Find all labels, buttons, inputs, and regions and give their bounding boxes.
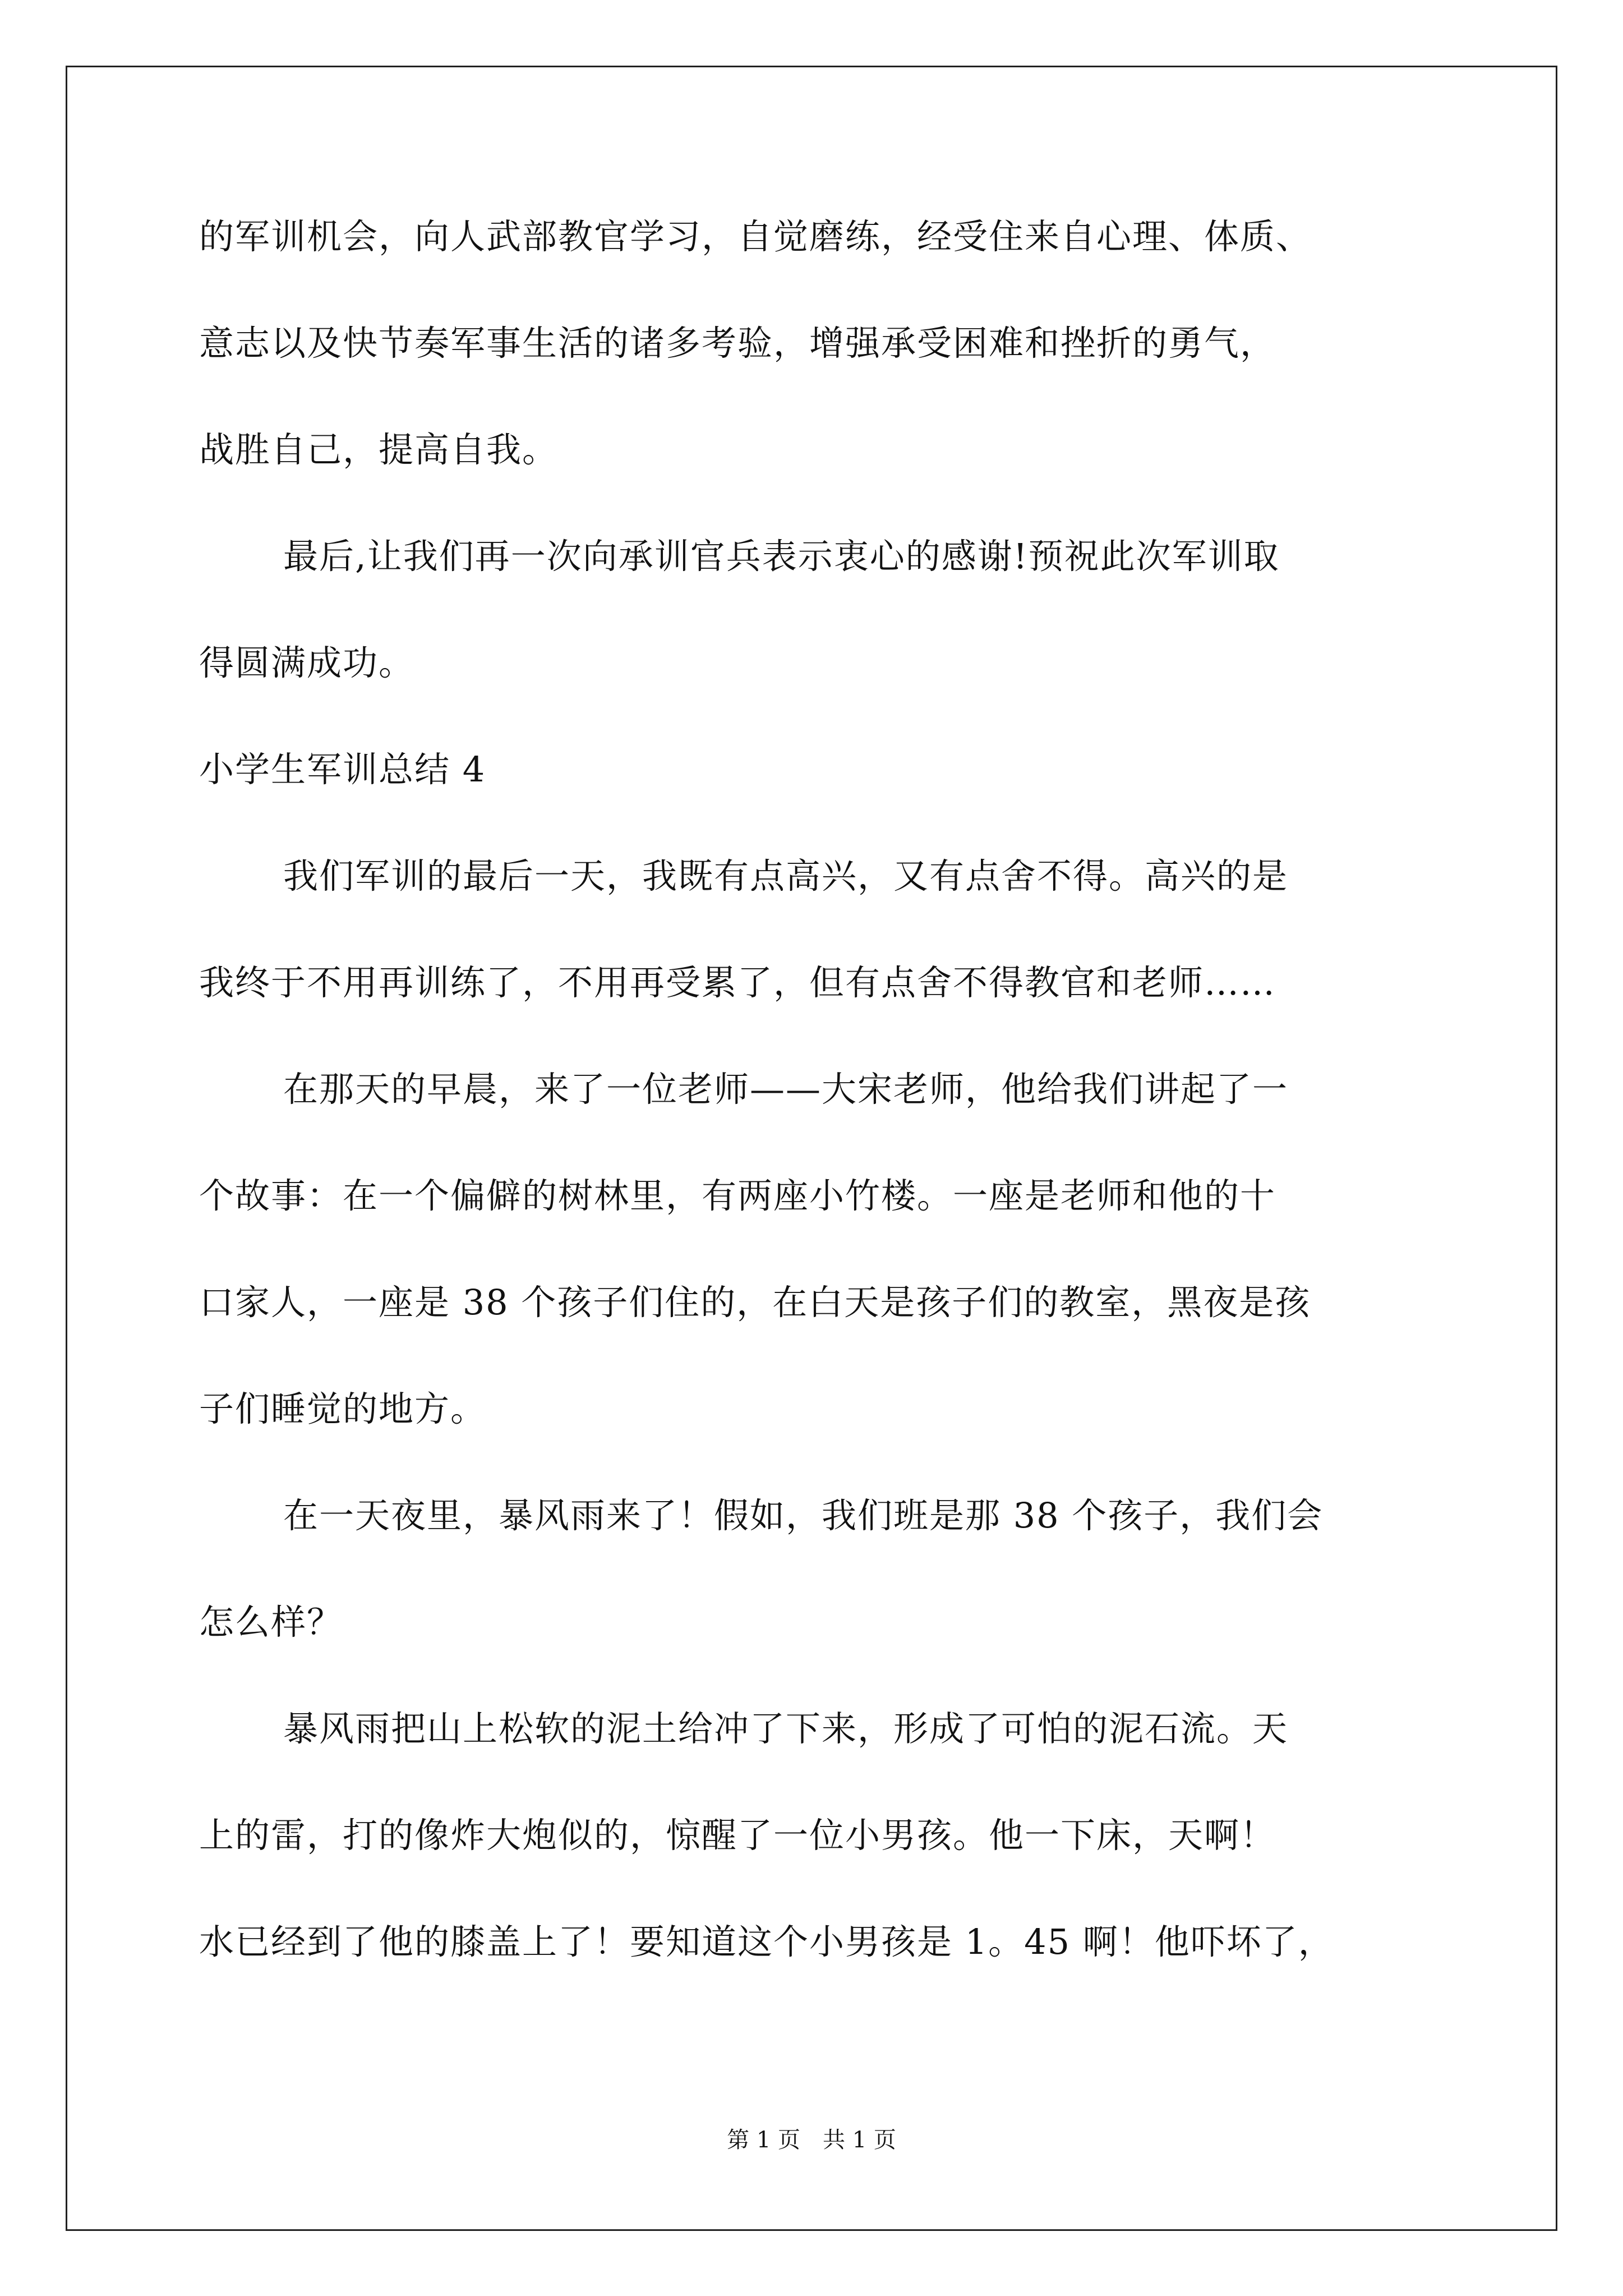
text-line: 得圆满成功。 [199,642,415,683]
text-line: 子们睡觉的地方。 [199,1388,487,1429]
text-line: 怎么样？ [199,1602,343,1642]
paragraph-start-line: 暴风雨把山上松软的泥土给冲了下来，形成了可怕的泥石流。天 [283,1708,1289,1749]
paragraph-start-line: 我们军训的最后一天，我既有点高兴，又有点舍不得。高兴的是 [283,855,1289,896]
paragraph-start-line: 在一天夜里，暴风雨来了！假如，我们班是那 38 个孩子，我们会 [283,1495,1324,1536]
text-line: 个故事：在一个偏僻的树林里，有两座小竹楼。一座是老师和他的十 [199,1175,1276,1216]
page-footer: 第 1 页 共 1 页 [727,2127,896,2153]
section-heading: 小学生军训总结 4 [199,749,486,790]
text-line: 战胜自己，提高自我。 [199,429,559,470]
text-line: 的军训机会，向人武部教官学习，自觉磨练，经受住来自心理、体质、 [199,216,1312,257]
text-line: 意志以及快节奏军事生活的诸多考验，增强承受困难和挫折的勇气， [199,323,1276,364]
text-line: 水已经到了他的膝盖上了！要知道这个小男孩是 1。45 啊！他吓坏了， [199,1921,1334,1962]
paragraph-start-line: 最后,让我们再一次向承训官兵表示衷心的感谢!预祝此次军训取 [283,536,1280,577]
text-line: 上的雷，打的像炸大炮似的，惊醒了一位小男孩。他一下床，天啊！ [199,1815,1276,1856]
text-line: 我终于不用再训练了，不用再受累了，但有点舍不得教官和老师…… [199,962,1276,1003]
paragraph-start-line: 在那天的早晨，来了一位老师——大宋老师，他给我们讲起了一 [283,1069,1289,1110]
page-frame [66,66,1557,2231]
text-line: 口家人，一座是 38 个孩子们住的，在白天是孩子们的教室，黑夜是孩 [199,1282,1311,1323]
